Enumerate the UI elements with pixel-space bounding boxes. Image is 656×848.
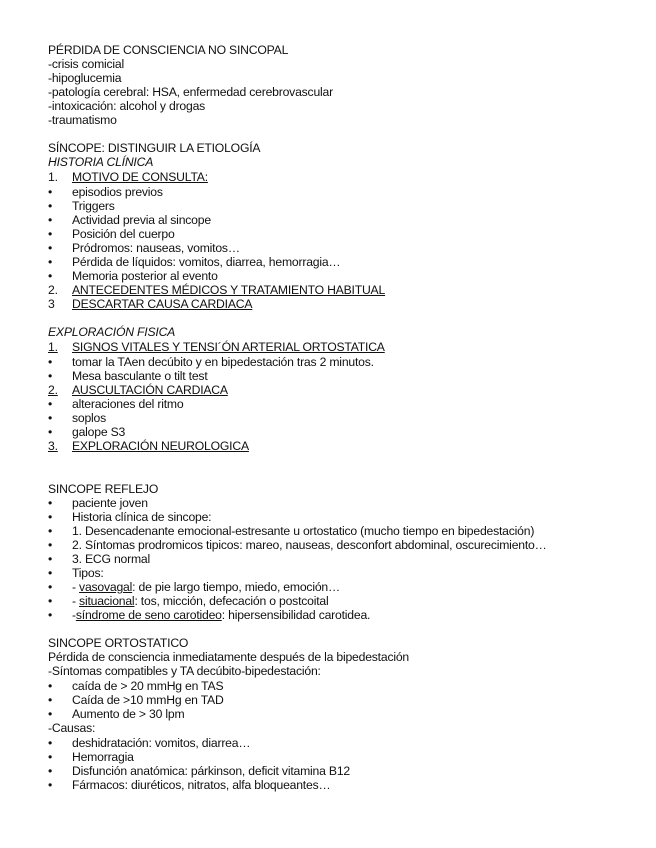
list-item: Memoria posterior al evento xyxy=(72,269,218,283)
bullet-icon: • xyxy=(48,764,53,778)
list-item: Hemorragia xyxy=(72,750,134,764)
section-title-sincope-ortostatico: SINCOPE ORTOSTATICO xyxy=(48,636,189,650)
list-item: deshidratación: vomitos, diarrea… xyxy=(72,736,251,750)
bullet-icon: • xyxy=(48,693,53,707)
bullet-icon: • xyxy=(48,566,53,580)
tipo-name: situacional xyxy=(79,594,135,608)
bullet-icon: • xyxy=(48,524,53,538)
list-item: Fármacos: diuréticos, nitratos, alfa bloqueantes… xyxy=(72,778,331,792)
list-item: tomar la TAen decúbito y en bipedestación tras 2 minutos. xyxy=(72,355,374,369)
bullet-icon: • xyxy=(48,538,53,552)
bullet-icon: • xyxy=(48,269,53,283)
tipo-prefix: - xyxy=(72,594,80,608)
bullet-icon: • xyxy=(48,496,53,510)
bullet-icon: • xyxy=(48,255,53,269)
bullet-icon: • xyxy=(48,213,53,227)
bullet-icon: • xyxy=(48,679,53,693)
list-item: -crisis comicial xyxy=(48,57,125,71)
list-item: soplos xyxy=(72,411,107,425)
paragraph: -Síntomas compatibles y TA decúbito-bipedestación: xyxy=(48,664,321,678)
list-item: Aumento de > 30 lpm xyxy=(72,707,185,721)
tipo-name: síndrome de seno carotideo xyxy=(75,608,222,622)
list-item: 1. Desencadenante emocional-estresante u ortostatico (mucho tiempo en bipedestación) xyxy=(72,524,535,538)
numbered-index: 3 xyxy=(48,297,55,311)
section-title-perdida-consciencia: PÉRDIDA DE CONSCIENCIA NO SINCOPAL xyxy=(48,43,289,57)
list-item: caída de > 20 mmHg en TAS xyxy=(72,679,224,693)
tipo-item-vasovagal xyxy=(72,581,340,595)
bullet-icon: • xyxy=(48,552,53,566)
numbered-index: 1. xyxy=(48,170,58,184)
heading-exploracion-neurologica: EXPLORACIÓN NEUROLOGICA xyxy=(72,439,249,453)
bullet-icon: • xyxy=(48,199,53,213)
list-item: Pérdida de líquidos: vomitos, diarrea, hemorragia… xyxy=(72,255,341,269)
list-item: -hipoglucemia xyxy=(48,71,122,85)
list-item: episodios previos xyxy=(72,185,163,199)
tipo-item-seno-carotideo xyxy=(72,609,370,623)
paragraph: -Causas: xyxy=(48,721,96,735)
bullet-icon: • xyxy=(48,580,53,594)
bullet-icon: • xyxy=(48,227,53,241)
heading-descartar-causa: DESCARTAR CAUSA CARDIACA xyxy=(72,297,253,311)
list-item: Mesa basculante o tilt test xyxy=(72,369,208,383)
tipo-description: : de pie largo tiempo, miedo, emoción… xyxy=(132,580,340,594)
bullet-icon: • xyxy=(48,594,53,608)
bullet-icon: • xyxy=(48,425,53,439)
list-item: galope S3 xyxy=(72,425,126,439)
bullet-icon: • xyxy=(48,736,53,750)
list-item: paciente joven xyxy=(72,496,148,510)
section-title-exploracion: EXPLORACIÓN FISICA xyxy=(48,325,176,339)
paragraph: Pérdida de consciencia inmediatamente después de la bipedestación xyxy=(48,650,409,664)
bullet-icon: • xyxy=(48,355,53,369)
numbered-index: 2. xyxy=(48,383,58,397)
list-item: Tipos: xyxy=(72,566,104,580)
list-item: -traumatismo xyxy=(48,113,117,127)
bullet-icon: • xyxy=(48,707,53,721)
list-item: Historia clínica de sincope: xyxy=(72,510,212,524)
bullet-icon: • xyxy=(48,369,53,383)
tipo-name: vasovagal xyxy=(79,580,133,594)
numbered-index: 2. xyxy=(48,283,58,297)
list-item: -intoxicación: alcohol y drogas xyxy=(48,99,206,113)
heading-auscultacion: AUSCULTACIÓN CARDIACA xyxy=(72,383,228,397)
bullet-icon: • xyxy=(48,750,53,764)
heading-antecedentes: ANTECEDENTES MÉDICOS Y TRATAMIENTO HABITUAL xyxy=(72,283,386,297)
section-title-sincope: SÍNCOPE: DISTINGUIR LA ETIOLOGÍA xyxy=(48,141,261,155)
list-item: 3. ECG normal xyxy=(72,552,150,566)
heading-signos-vitales: SIGNOS VITALES Y TENSI´ÓN ARTERIAL ORTOSTATICA xyxy=(72,340,385,354)
bullet-icon: • xyxy=(48,608,53,622)
bullet-icon: • xyxy=(48,185,53,199)
list-item: -patología cerebral: HSA, enfermedad cerebrovascular xyxy=(48,85,333,99)
list-item: Triggers xyxy=(72,199,115,213)
heading-motivo-consulta: MOTIVO DE CONSULTA: xyxy=(72,170,208,184)
list-item: Disfunción anatómica: párkinson, deficit vitamina B12 xyxy=(72,764,350,778)
bullet-icon: • xyxy=(48,411,53,425)
tipo-prefix: - xyxy=(72,608,76,622)
numbered-index: 1. xyxy=(48,340,58,354)
bullet-icon: • xyxy=(48,510,53,524)
list-item: Pródromos: nauseas, vomitos… xyxy=(72,241,240,255)
list-item: Posición del cuerpo xyxy=(72,227,175,241)
tipo-prefix: - xyxy=(72,580,80,594)
numbered-index: 3. xyxy=(48,439,58,453)
list-item: alteraciones del ritmo xyxy=(72,397,184,411)
bullet-icon: • xyxy=(48,241,53,255)
tipo-item-situacional xyxy=(72,595,329,609)
bullet-icon: • xyxy=(48,397,53,411)
tipo-description: : hipersensibilidad carotidea. xyxy=(221,608,371,622)
list-item: 2. Síntomas prodromicos tipicos: mareo, nauseas, desconfort abdominal, oscurecimiento… xyxy=(72,538,547,552)
subtitle-historia-clinica: HISTORIA CLÍNICA xyxy=(48,155,154,169)
tipo-description: : tos, micción, defecación o postcoital xyxy=(134,594,329,608)
bullet-icon: • xyxy=(48,778,53,792)
list-item: Actividad previa al sincope xyxy=(72,213,211,227)
section-title-sincope-reflejo: SINCOPE REFLEJO xyxy=(48,482,159,496)
list-item: Caída de >10 mmHg en TAD xyxy=(72,693,224,707)
